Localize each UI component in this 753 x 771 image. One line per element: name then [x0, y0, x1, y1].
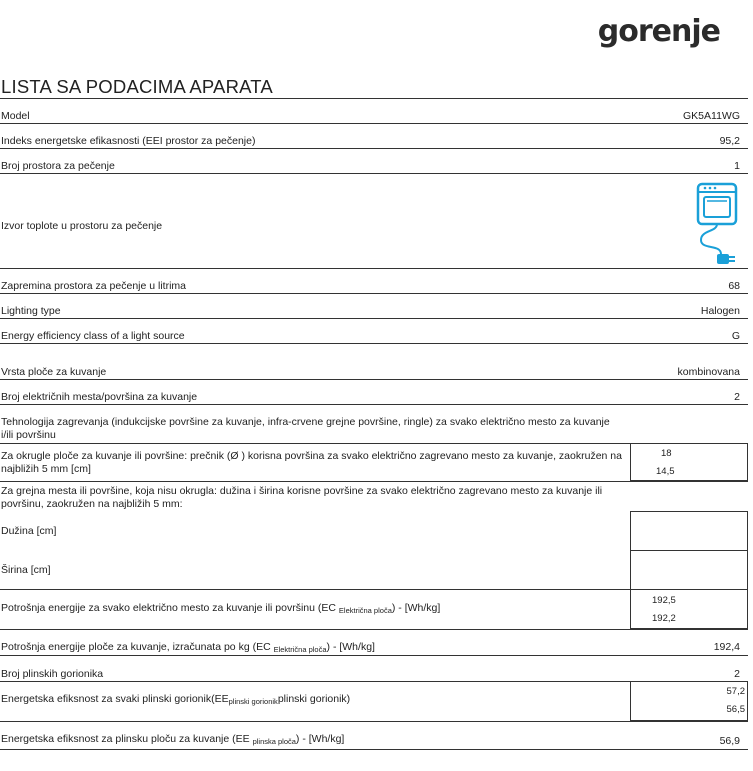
- round-zone-2-value: 14,5: [656, 466, 675, 477]
- gas-eff-1-value: 57,2: [726, 686, 745, 697]
- volume-value: 68: [728, 280, 740, 292]
- electric-oven-plug-icon: [693, 180, 741, 268]
- heat-source-label: Izvor toplote u prostoru za pečenje: [1, 220, 163, 232]
- light-class-label: Energy efficiency class of a light source: [1, 330, 185, 342]
- light-class-value: G: [731, 330, 740, 342]
- divider: [0, 629, 748, 630]
- divider: [0, 318, 748, 319]
- width-label: Širina [cm]: [1, 564, 51, 576]
- round-zones-label: Za okrugle ploče za kuvanje ili površine: prečnik (Ø ) korisna površina za svako električno zagrevano mesto za kuvanje, zaokružen na najbližih 5 mm [cm]: [1, 450, 622, 475]
- divider: [0, 404, 748, 405]
- width-box: [630, 550, 748, 590]
- volume-label: Zapremina prostora za pečenje u litrima: [1, 280, 187, 292]
- energy-per-zone-box: [630, 589, 748, 629]
- hob-type-value: kombinovana: [677, 366, 740, 378]
- round-zone-1-value: 18: [661, 448, 672, 459]
- electric-zones-label: Broj električnih mesta/površina za kuvanje: [1, 391, 198, 403]
- model-label: Model: [1, 110, 30, 122]
- round-zones-box: [630, 443, 748, 481]
- gas-eff-hob-label: Energetska efiksnost za plinsku ploču za kuvanje (EE $_{plinska ploča}$) - [Wh/kg]: [1, 733, 345, 746]
- lighting-label: Lighting type: [1, 305, 61, 317]
- nonround-label: Za grejna mesta ili površine, koja nisu okrugla: dužina i širina korisne površine za svako električno zagrevano mesto za kuvanje ili površinu, zaokružen na najbližih 5 mm:: [1, 485, 603, 510]
- energy-per-zone-label: Potrošnja energije za svako električno mesto za kuvanje ili površinu (EC $_{Električna ploča}$) - [Wh/kg]: [1, 602, 441, 615]
- gas-burners-label: Broj plinskih gorionika: [1, 668, 104, 680]
- brand-logo: gorenje: [597, 14, 720, 49]
- divider: [0, 123, 748, 124]
- divider: [0, 98, 748, 99]
- divider: [0, 148, 748, 149]
- technology-label: Tehnologija zagrevanja (indukcijske površine za kuvanje, infra-crvene grejne površine, ringle) za svako električno mesto za kuvanje i/ili površinu: [1, 416, 610, 441]
- energy-hob-value: 192,4: [713, 641, 740, 653]
- energy-zone-1-value: 192,5: [652, 595, 676, 606]
- length-label: Dužina [cm]: [1, 525, 57, 537]
- divider: [0, 293, 748, 294]
- energy-zone-2-value: 192,2: [652, 613, 676, 624]
- divider: [0, 379, 748, 380]
- divider: [0, 343, 748, 344]
- cavities-value: 1: [734, 160, 740, 172]
- gas-eff-2-value: 56,5: [726, 704, 745, 715]
- gas-eff-hob-value: 56,9: [719, 735, 740, 747]
- cavities-label: Broj prostora za pečenje: [1, 160, 115, 172]
- energy-hob-label: Potrošnja energije ploče za kuvanje, izračunata po kg (EC $_{Električna ploča}$) - [Wh/kg]: [1, 641, 375, 654]
- eei-label: Indeks energetske efikasnosti (EEI prostor za pečenje): [1, 135, 256, 147]
- divider: [0, 173, 748, 174]
- length-box: [630, 511, 748, 551]
- page-title: LISTA SA PODACIMA APARATA: [1, 76, 273, 97]
- lighting-value: Halogen: [700, 305, 740, 317]
- divider: [0, 481, 748, 482]
- gas-burners-value: 2: [734, 668, 740, 680]
- divider: [0, 268, 748, 269]
- divider: [0, 721, 748, 722]
- electric-zones-value: 2: [734, 391, 740, 403]
- divider: [0, 655, 748, 656]
- hob-type-label: Vrsta ploče za kuvanje: [1, 366, 107, 378]
- gas-eff-each-label: Energetska efiksnost za svaki plinski $gorionik(EE_{plinski gorionik}plinski$ gorionik): [1, 693, 351, 706]
- divider: [0, 749, 748, 750]
- eei-value: 95,2: [719, 135, 740, 147]
- model-value: GK5A11WG: [683, 110, 740, 122]
